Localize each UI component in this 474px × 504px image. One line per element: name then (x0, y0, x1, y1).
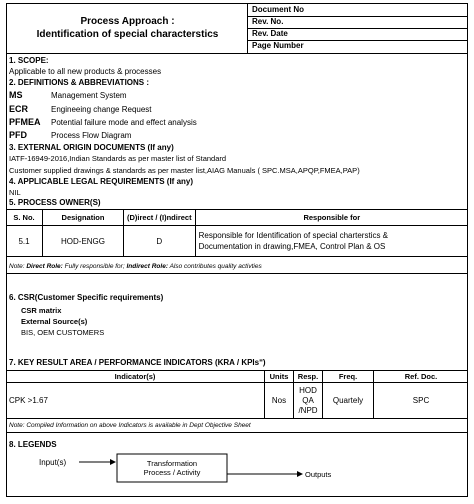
definitions-heading: 2. DEFINITIONS & ABBREVIATIONS : (9, 78, 150, 87)
kra-col-resp: Resp. (294, 371, 323, 383)
scope-text: Applicable to all new products & processes (9, 67, 162, 76)
legal-heading: 4. APPLICABLE LEGAL REQUIREMENTS (If any) (9, 177, 194, 186)
external-docs-heading: 3. EXTERNAL ORIGIN DOCUMENTS (If any) (9, 143, 174, 152)
document-page (6, 3, 468, 497)
owners-row-designation: HOD-ENGG (43, 226, 124, 257)
def-abbr-pfd: PFD (9, 130, 27, 140)
def-text-ecr: Engineeing change Request (51, 105, 152, 114)
owners-row-responsible (195, 226, 468, 257)
scope-heading: 1. SCOPE: (9, 56, 49, 65)
title-line-1: Process Approach : (80, 16, 175, 27)
def-abbr-ms: MS (9, 90, 23, 100)
legend-input-label: Input(s) (39, 458, 67, 467)
note-prefix: Note: (9, 263, 25, 270)
kra-row-ref: SPC (374, 383, 469, 419)
kra-row-units: Nos (265, 383, 294, 419)
doc-field-rev-no: Rev. No. (252, 17, 284, 26)
owners-col-role: (D)irect / (I)ndirect (124, 210, 196, 226)
note-indirect-label: Indirect Role: (126, 263, 168, 270)
owners-col-sno: S. No. (6, 210, 43, 226)
kra-row-indicator: CPK >1.67 (6, 383, 265, 419)
csr-heading: 6. CSR(Customer Specific requirements) (9, 293, 164, 302)
legend-diagram (7, 448, 467, 493)
legend-box-line-2: Process / Activity (143, 468, 201, 477)
responsible-line-2: Documentation in drawing,FMEA, Control Plan & OS (198, 242, 386, 251)
def-abbr-pfmea: PFMEA (9, 117, 41, 127)
legends-heading: 8. LEGENDS (9, 440, 57, 449)
def-text-pfmea: Potential failure mode and effect analysis (51, 118, 197, 127)
csr-sources-text: BIS, OEM CUSTOMERS (21, 328, 105, 337)
csr-matrix: CSR matrix (21, 306, 62, 315)
owners-row-sno: 5.1 (6, 226, 43, 257)
legal-text: NIL (9, 188, 21, 197)
kra-col-indicator: Indicator(s) (6, 371, 265, 383)
kra-col-units: Units (265, 371, 294, 383)
owners-heading: 5. PROCESS OWNER(S) (9, 198, 101, 207)
note-indirect-text: Also contributes quality activties (169, 263, 262, 270)
kra-note: Note: Compiled Information on above Indicators is available in Dept Objective Sheet (9, 422, 251, 429)
external-docs-line-2: Customer supplied drawings & standards as per master list,AIAG Manuals ( SPC.MSA,APQP,FMEA,PAP) (9, 166, 360, 175)
kra-col-freq: Freq. (323, 371, 374, 383)
legend-output-label: Outputs (305, 470, 332, 479)
legend-box-line-1: Transformation (146, 459, 198, 468)
def-text-ms: Management System (51, 91, 127, 100)
owners-table (6, 209, 468, 257)
csr-external-sources: External Source(s) (21, 317, 88, 326)
kra-resp-line-1: HOD (299, 385, 317, 395)
def-abbr-ecr: ECR (9, 104, 29, 114)
title-block (7, 4, 248, 53)
owners-note (9, 263, 262, 270)
kra-resp-line-2: QA (302, 395, 314, 405)
owners-col-responsible: Responsible for (195, 210, 468, 226)
doc-control-block (248, 4, 467, 53)
owners-row-role: D (124, 226, 196, 257)
doc-field-rev-date: Rev. Date (252, 29, 288, 38)
owners-col-designation: Designation (43, 210, 124, 226)
note-direct-text: Fully responsible for; (64, 263, 125, 270)
kra-row-freq: Quartely (323, 383, 374, 419)
doc-field-page-number: Page Number (252, 41, 304, 50)
note-direct-label: Direct Role: (26, 263, 63, 270)
kra-resp-line-3: /NPD (298, 405, 318, 415)
title-line-2: Identification of special characterstics (36, 29, 219, 40)
doc-field-document-no: Document No (252, 5, 304, 14)
kra-row-resp (294, 383, 323, 419)
kra-table (6, 370, 468, 419)
kra-col-ref: Ref. Doc. (374, 371, 469, 383)
responsible-line-1: Responsible for Identification of special charterstics & (198, 231, 389, 240)
external-docs-line-1: IATF-16949-2016,Indian Standards as per master list of Standard (9, 154, 227, 163)
def-text-pfd: Process Flow Diagram (51, 131, 132, 140)
kra-heading: 7. KEY RESULT AREA / PERFORMANCE INDICATORS (KRA / KPIsʺ) (9, 358, 266, 367)
